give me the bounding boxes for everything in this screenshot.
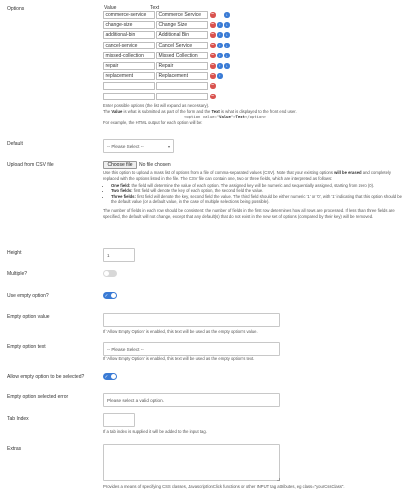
multiple-label: Multiple? — [7, 271, 28, 277]
option-value-input[interactable] — [103, 93, 155, 101]
height-label: Height — [7, 250, 22, 256]
option-value-input[interactable]: commerce-service — [103, 11, 155, 19]
csv-help: Use this option to upload a mass list of options from a file of comma-separated values (CSV). Note that your existing options will be erased and completely replaced with the options listed in the file. The CSV file can contain one, two or three fields, which are interpreted as follows: • One field: the field will determine the value of each option. The assigned key will be numeric and sequentially assigned, starting from zero (0). • Two fields: first field will denote the key of each option, the second field the value. • Three fields: first field will denote the key, second field the value. The third field should be either numeric '1' or '0', with '1' indicating that this option should be the default value (or a default value, in the case of multiple selections being possible). The number of fields in each row should be consistent: the number of fields in the first row determines how all rows are processed. If less than three fields are specified, the default will not change, except that any default(s) that do not exist in the new set of options (compared by their key) will be removed. — [103, 170, 403, 219]
move-up-icon[interactable]: ↑ — [218, 32, 221, 38]
tab-index-input[interactable] — [103, 413, 135, 427]
chevron-down-icon: ▾ — [167, 144, 170, 149]
multiple-toggle[interactable] — [103, 270, 117, 277]
move-up-icon[interactable]: ↑ — [218, 22, 221, 28]
option-value-input[interactable]: missed-collection — [103, 52, 155, 60]
resize-handle-icon[interactable] — [277, 478, 280, 481]
csv-label: Upload from CSV file — [7, 162, 54, 168]
option-value-input[interactable]: repair — [103, 62, 155, 70]
option-text-input[interactable]: Replacement — [156, 72, 208, 80]
check-icon: ✓ — [104, 374, 109, 379]
option-text-input[interactable]: Commerce Service — [156, 11, 208, 19]
option-text-input[interactable]: Cancel Service — [156, 42, 208, 50]
options-col-value: Value — [104, 5, 117, 11]
allow-selected-label: Allow empty option to be selected? — [7, 374, 85, 380]
option-value-input[interactable]: cancel-service — [103, 42, 155, 50]
options-code-example: <option value="Value">Text</option> — [184, 114, 267, 120]
remove-option-icon[interactable]: − — [211, 21, 215, 28]
default-select[interactable]: -- Please Select -- ▾ — [103, 139, 174, 153]
remove-option-icon[interactable]: − — [211, 31, 215, 38]
check-icon: ✓ — [104, 293, 109, 298]
tab-index-label: Tab Index — [7, 416, 29, 422]
option-text-input[interactable] — [156, 82, 208, 90]
selected-error-input[interactable]: Please select a valid option. — [103, 393, 280, 407]
option-value-input[interactable]: change-size — [103, 21, 155, 29]
move-down-icon[interactable]: ↓ — [225, 42, 228, 48]
option-text-input[interactable]: Change Size — [156, 21, 208, 29]
tab-index-help: If a tab index is supplied it will be added to the input tag. — [103, 429, 207, 434]
move-down-icon[interactable]: ↓ — [225, 22, 228, 28]
remove-option-icon[interactable]: − — [211, 72, 215, 79]
options-col-text: Text — [150, 5, 160, 11]
csv-one-field: • One field: the field will determine the value of each option. The assigned key will be numeric and sequentially assigned, starting from zero (0). — [111, 183, 403, 189]
empty-text-input[interactable]: -- Please Select -- — [103, 342, 280, 356]
extras-textarea[interactable] — [103, 444, 280, 481]
extras-label: Extras — [7, 446, 22, 452]
choose-file-button[interactable]: Choose file — [103, 161, 137, 169]
option-value-input[interactable] — [103, 82, 155, 90]
empty-value-label: Empty option value — [7, 314, 50, 320]
option-value-input[interactable]: additional-bin — [103, 31, 155, 39]
move-down-icon[interactable]: ↓ — [225, 52, 228, 58]
move-up-icon[interactable]: ↑ — [218, 63, 221, 68]
height-input[interactable]: 1 — [103, 248, 135, 262]
csv-two-fields: • Two fields: first field will denote the key of each option, the second field the value. — [111, 188, 403, 194]
empty-text-label: Empty option text — [7, 344, 46, 350]
extras-help: Provides a means of specifying CSS classes, Javascript/onClick functions or other INPUT tag attributes, eg class="yourCssClass". — [103, 484, 345, 489]
move-down-icon[interactable]: ↓ — [225, 32, 228, 38]
option-text-input[interactable]: Missed Collection — [156, 52, 208, 60]
options-label: Options — [7, 6, 25, 12]
remove-option-icon[interactable]: − — [211, 51, 215, 58]
option-text-input[interactable]: Repair — [156, 62, 208, 70]
option-text-input[interactable]: Additional Bin — [156, 31, 208, 39]
use-empty-label: Use empty option? — [7, 293, 49, 299]
option-value-input[interactable]: replacement — [103, 72, 155, 80]
empty-text-help: If 'Allow Empty Option' is enabled, this text will be used as the empty option's text. — [103, 356, 255, 361]
remove-option-icon[interactable]: − — [211, 82, 215, 89]
remove-option-icon[interactable]: − — [211, 41, 215, 48]
use-empty-toggle[interactable] — [103, 292, 117, 299]
options-help: Enter possible options (the list will expand as necessary). The Value is what is submitted as part of the form and the Text is what is displayed to the front end user. <option value="Value">Text</option> For example, the HTML output for each option will be: — [103, 103, 403, 125]
remove-option-icon[interactable]: − — [211, 62, 215, 68]
move-up-icon[interactable]: ↑ — [218, 52, 221, 58]
allow-selected-toggle[interactable] — [103, 373, 117, 380]
empty-value-input[interactable] — [103, 313, 280, 327]
move-down-icon[interactable]: ↓ — [225, 12, 228, 17]
option-text-input[interactable] — [156, 93, 208, 101]
default-label: Default — [7, 141, 23, 147]
remove-option-icon[interactable]: − — [211, 11, 215, 17]
move-down-icon[interactable]: ↓ — [225, 63, 228, 68]
move-up-icon[interactable]: ↑ — [218, 42, 221, 48]
csv-three-fields: • Three fields: first field will denote the key, second field the value. The third field should be either numeric '1' or '0', with '1' indicating that this option should be the default value (or a default value, in the case of multiple selections being possible). — [111, 194, 403, 205]
selected-error-label: Empty option selected error — [7, 394, 69, 400]
empty-value-help: If 'Allow Empty Option' is enabled, this text will be used as the empty option's value. — [103, 329, 258, 334]
move-up-icon[interactable]: ↑ — [218, 73, 221, 79]
file-status: No file chosen — [139, 162, 171, 168]
remove-option-icon[interactable]: − — [211, 92, 215, 99]
